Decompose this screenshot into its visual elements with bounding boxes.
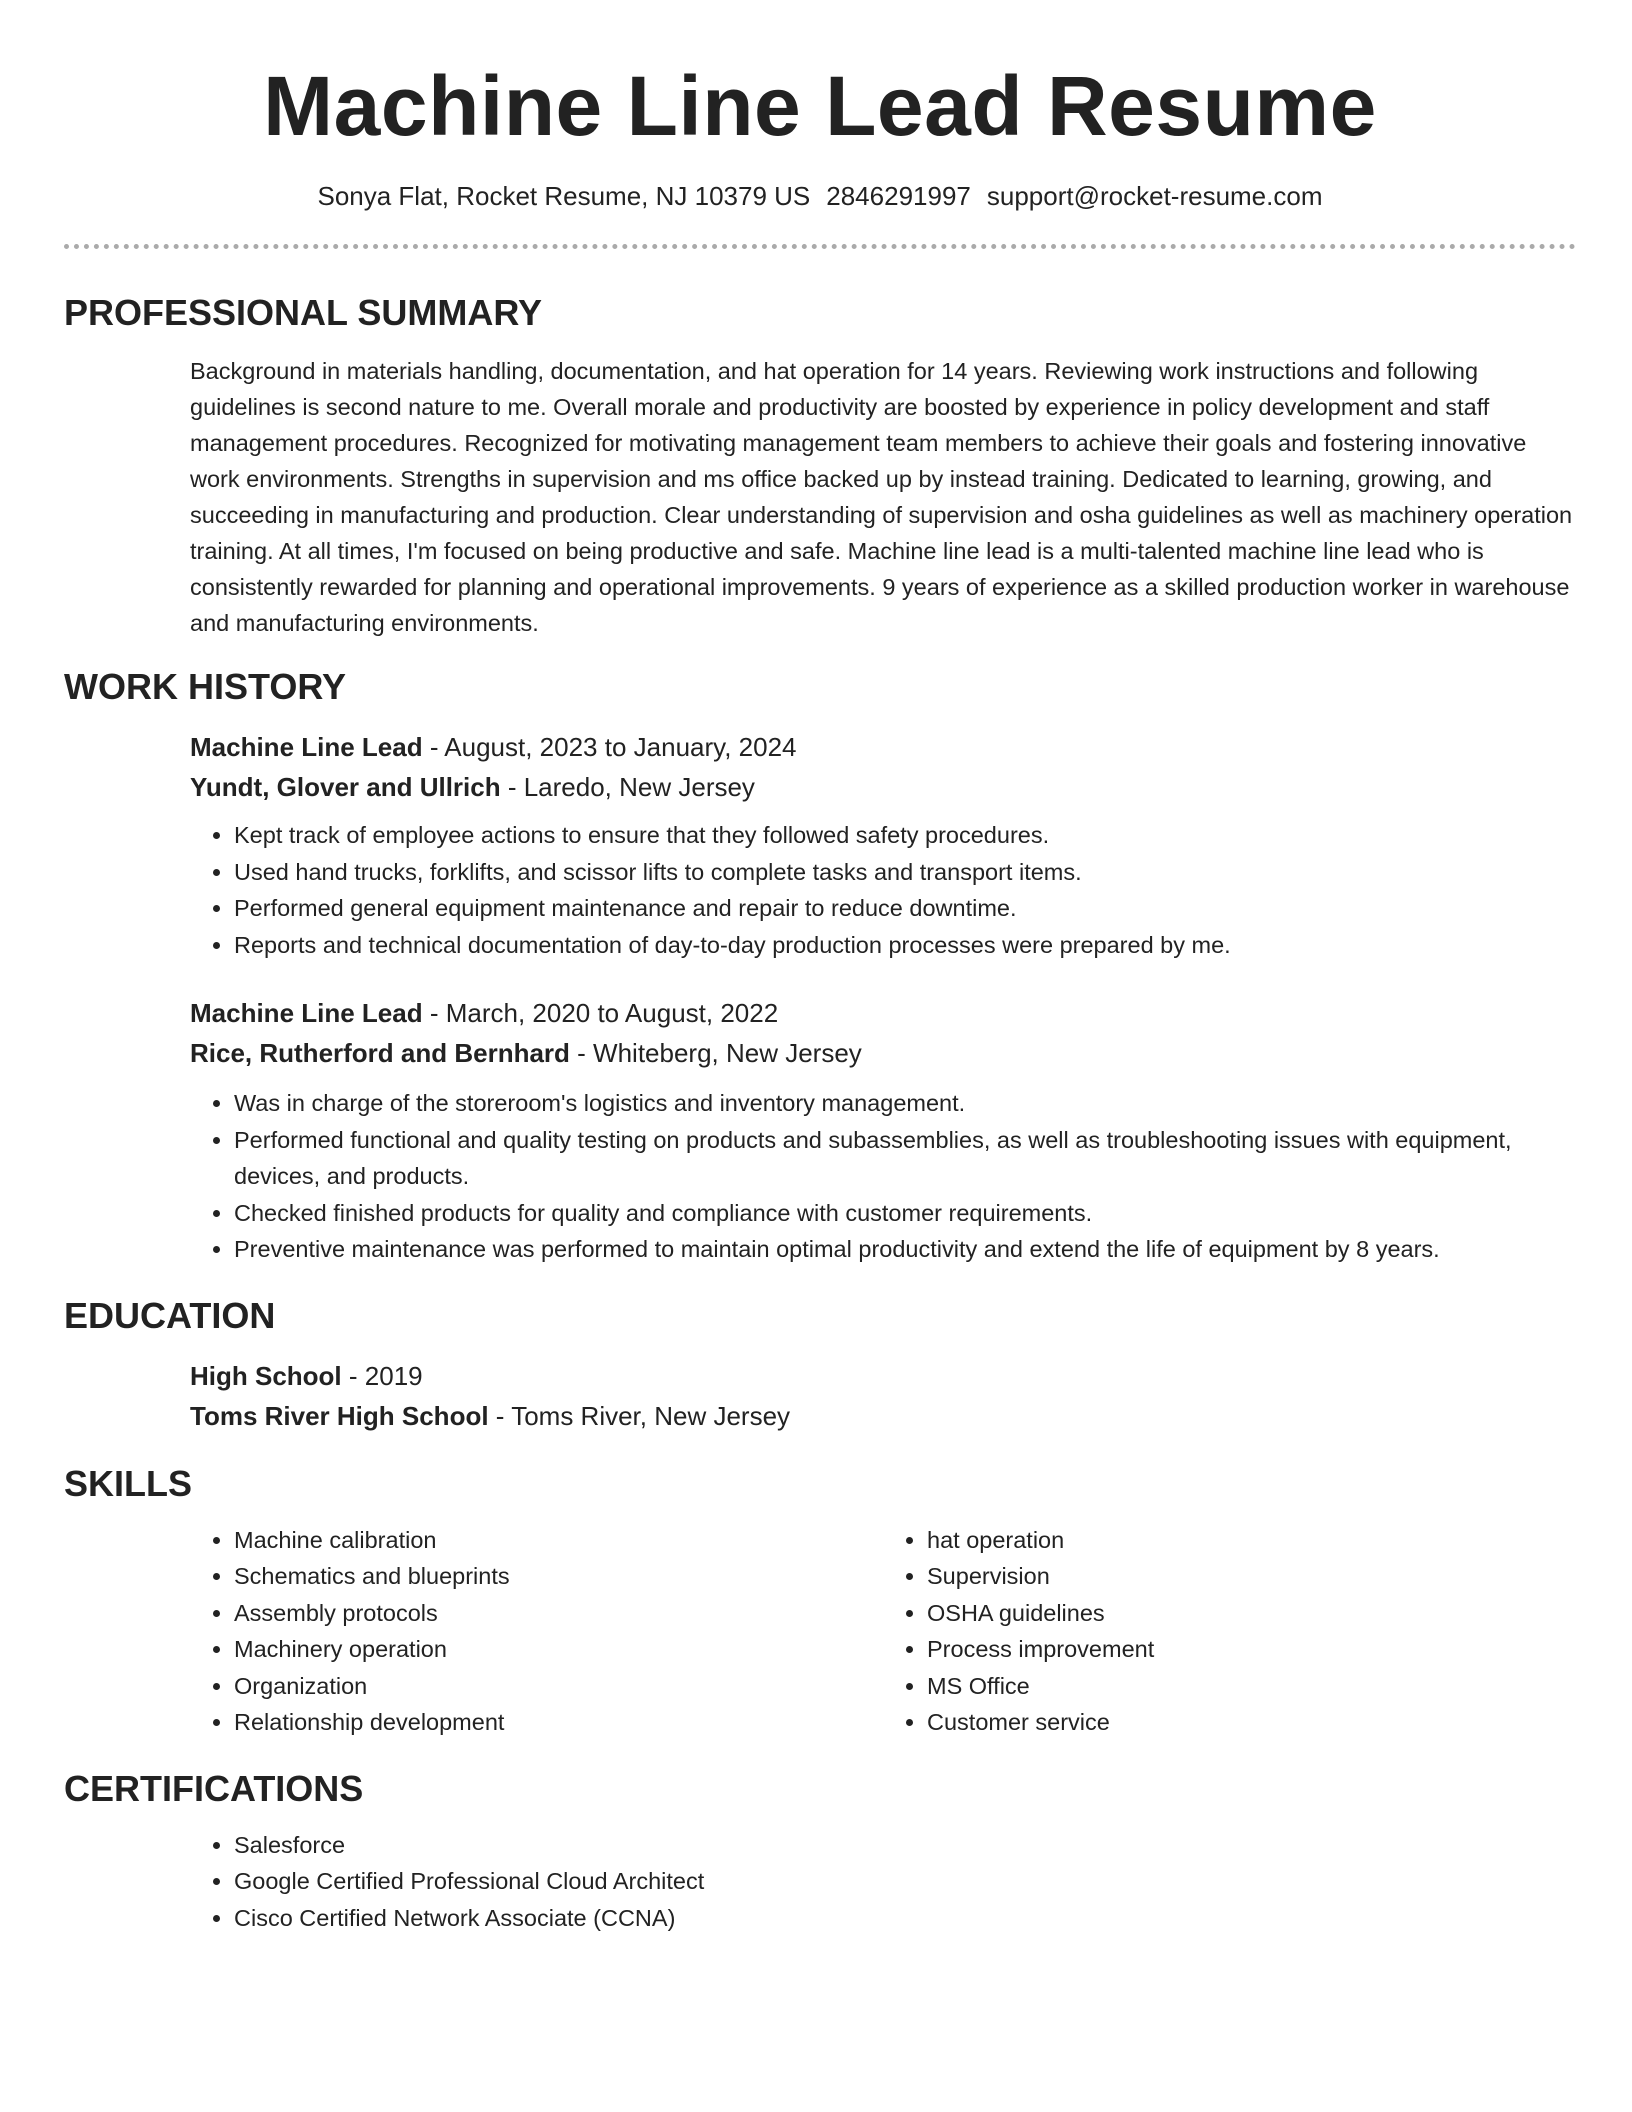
certifications-entry [190,1827,1576,1937]
skill-item: • Machine calibration [234,1522,883,1559]
skill-item: • Relationship development [234,1704,883,1741]
contact-line [64,178,1576,214]
work-history-heading: WORK HISTORY [64,666,347,707]
education-year: - 2019 [341,1360,423,1391]
resume-title: Machine Line Lead Resume [263,59,1377,153]
skill-item: • Assembly protocols [234,1595,883,1632]
job-company: Yundt, Glover and Ullrich [190,772,501,802]
skill-item: • hat operation [927,1522,1576,1559]
job-title-line [190,993,1576,1033]
skills-heading: SKILLS [64,1462,193,1504]
job-bullet: • Preventive maintenance was performed to maintain optimal productivity and extend the life of equipment by 8 years. [234,1231,1576,1268]
contact-phone: 2846291997 [826,181,971,211]
job-dates: - August, 2023 to January, 2024 [422,732,797,762]
job-dates: - March, 2020 to August, 2022 [422,998,779,1028]
certifications-list [190,1827,1576,1937]
job-bullet: • Performed functional and quality testing on products and subassemblies, as well as troubleshooting issues with equipment, devices, and products. [234,1122,1576,1195]
job-bullets [190,817,1576,963]
skill-item: • Process improvement [927,1631,1576,1668]
skills-left-list [190,1522,883,1741]
job-bullet: • Kept track of employee actions to ensure that they followed safety procedures. [234,817,1576,854]
certifications-heading: CERTIFICATIONS [64,1767,364,1809]
education-school-line [190,1396,1576,1436]
contact-address: Sonya Flat, Rocket Resume, NJ 10379 US [317,181,811,211]
job-company-line [190,1033,1576,1073]
header-divider [64,244,1576,249]
education-school: Toms River High School [190,1400,489,1431]
skills-right-list [883,1522,1576,1741]
job-entry [190,727,1576,963]
resume-page [64,0,1576,1936]
job-company: Rice, Rutherford and Bernhard [190,1038,570,1068]
skill-item: • MS Office [927,1668,1576,1705]
education-entry [190,1356,1576,1436]
skill-item: • Machinery operation [234,1631,883,1668]
skill-item: • Supervision [927,1558,1576,1595]
job-company-line [190,767,1576,807]
job-title: Machine Line Lead [190,732,423,762]
certification-item: • Cisco Certified Network Associate (CCNA) [234,1900,1576,1937]
job-bullets [190,1085,1576,1268]
skill-item: • Organization [234,1668,883,1705]
job-location: - Laredo, New Jersey [500,772,755,802]
job-bullet: • Used hand trucks, forklifts, and scissor lifts to complete tasks and transport items. [234,854,1576,891]
job-title: Machine Line Lead [190,998,423,1028]
skill-item: • Schematics and blueprints [234,1558,883,1595]
job-location: - Whiteberg, New Jersey [569,1038,862,1068]
job-entry [190,993,1576,1268]
contact-email: support@rocket-resume.com [986,181,1323,211]
skill-item: • OSHA guidelines [927,1595,1576,1632]
skill-item: • Customer service [927,1704,1576,1741]
job-bullet: • Reports and technical documentation of day-to-day production processes were prepared by me. [234,927,1576,964]
job-bullet: • Checked finished products for quality and compliance with customer requirements. [234,1195,1576,1232]
certification-item: • Salesforce [234,1827,1576,1864]
education-heading: EDUCATION [64,1294,276,1336]
job-bullet: • Performed general equipment maintenance and repair to reduce downtime. [234,890,1576,927]
job-bullet: • Was in charge of the storeroom's logistics and inventory management. [234,1085,1576,1122]
certification-item: • Google Certified Professional Cloud Architect [234,1863,1576,1900]
skills-columns [190,1522,1576,1741]
education-location: - Toms River, New Jersey [488,1400,791,1431]
job-title-line [190,727,1576,767]
education-degree-line [190,1356,1576,1396]
summary-heading: PROFESSIONAL SUMMARY [64,292,543,333]
education-degree: High School [190,1360,342,1391]
summary-text: Background in materials handling, documentation, and hat operation for 14 years. Reviewing work instructions and following guidelines is second nature to me. Overall morale and productivity are boosted by experience in policy development and staff management procedures. Recognized for motivating management team members to achieve their goals and fostering innovative work environments. Strengths in supervision and ms office backed up by instead training. Dedicated to learning, growing, and succeeding in manufacturing and production. Clear understanding of supervision and osha guidelines as well as machinery operation training. At all times, I'm focused on being productive and safe. Machine line lead is a multi-talented machine line lead who is consistently rewarded for planning and operational improvements. 9 years of experience as a skilled production worker in warehouse and manufacturing environments. [190,358,1573,636]
